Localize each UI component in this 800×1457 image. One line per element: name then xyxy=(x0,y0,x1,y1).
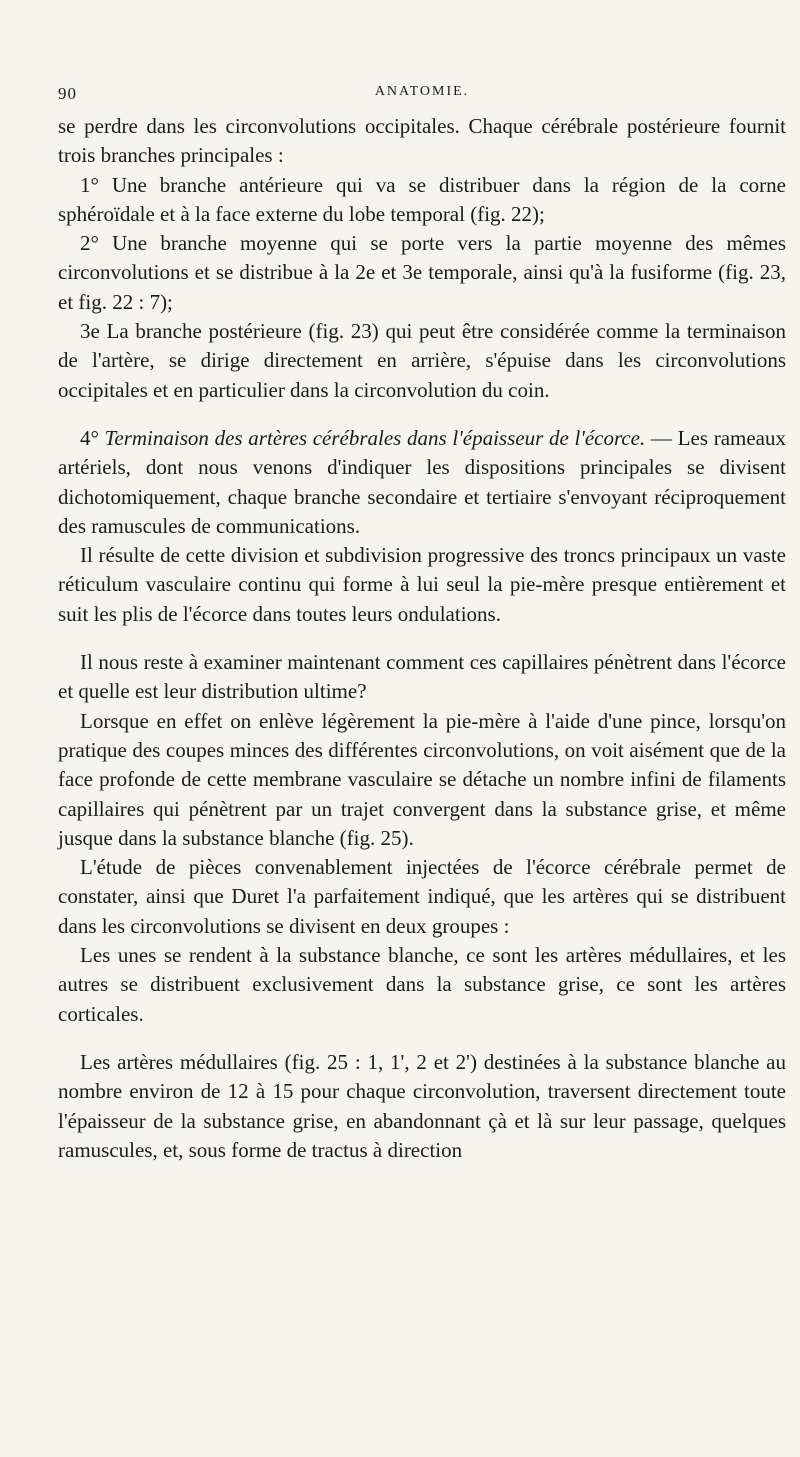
paragraph-gap xyxy=(58,1029,786,1048)
paragraph-observation: Lorsque en effet on enlève légèrement la pie-mère à l'aide d'une pince, lorsqu'on pratique des coupes minces des différentes circonvolutions, on voit aisément que de la face profonde de cette membrane vasculaire se détache un nombre infini de filaments capillaires qui pénètrent par un trajet convergent dans la substance grise, et même jusque dans la substance blanche (fig. 25). xyxy=(58,708,786,850)
running-head: ANATOMIE. xyxy=(374,84,470,99)
paragraph-medullary: Les artères médullaires (fig. 25 : 1, 1', 2 et 2') destinées à la substance blanche au nombre environ de 12 à 15 pour chaque circonvolution, traversent directement toute l'épaisseur de la substance grise, en abandonnant çà et là sur leur passage, quelques ramuscules, et, sous forme de tractus à direction xyxy=(58,1049,786,1162)
page-header xyxy=(58,84,786,108)
paragraph-reticulum: Il résulte de cette division et subdivision progressive des troncs principaux un vaste réticulum vasculaire continu qui forme à lui seul la pie-mère presque entièrement et suit les plis de l'écorce dans toutes leurs ondulations. xyxy=(58,543,786,626)
page-number: 90 xyxy=(58,84,77,103)
paragraph-question: Il nous reste à examiner maintenant comment ces capillaires pénètrent dans l'écorce et quelle est leur distribution ultime? xyxy=(58,650,786,704)
paragraph-branch-2: 2° Une branche moyenne qui se porte vers la partie moyenne des mêmes circonvolutions et se distribue à la 2e et 3e temporale, ainsi qu'à la fusiforme (fig. 23, et fig. 22 : 7); xyxy=(58,231,786,314)
paragraph-gap xyxy=(58,629,786,648)
paragraph-intro: se perdre dans les circonvolutions occipitales. Chaque cérébrale postérieure fournit trois branches principales : xyxy=(58,114,786,168)
section-number: 4° xyxy=(80,425,99,450)
paragraph-branch-3: 3e La branche postérieure (fig. 23) qui peut être considérée comme la terminaison de l'artère, se dirige directement en arrière, s'épuise dans les circonvolutions occipitales et en particulier dans la circonvolution du coin. xyxy=(58,319,786,402)
section-title: Terminaison des artères cérébrales dans l'épaisseur de l'écorce. xyxy=(104,425,646,450)
paragraph-branch-1: 1° Une branche antérieure qui va se distribuer dans la région de la corne sphéroïdale et à la face externe du lobe temporal (fig. 22); xyxy=(58,172,786,226)
section-text: — Les rameaux artériels, dont nous venons d'indiquer les dispositions principales se divisent dichotomiquement, chaque branche secondaire et tertiaire s'envoyant réciproquement des ramuscules de communications. xyxy=(58,425,786,538)
paragraph-groups: Les unes se rendent à la substance blanche, ce sont les artères médullaires, et les autres se distribuent exclusivement dans la substance grise, ce sont les artères corticales. xyxy=(58,943,786,1026)
paragraph-gap xyxy=(58,405,786,424)
page-body xyxy=(58,112,786,1165)
section-termination xyxy=(58,424,786,541)
paragraph-study: L'étude de pièces convenablement injectées de l'écorce cérébrale permet de constater, ainsi que Duret l'a parfaitement indiqué, que les artères qui se distribuent dans les circonvolutions se divisent en deux groupes : xyxy=(58,855,786,938)
